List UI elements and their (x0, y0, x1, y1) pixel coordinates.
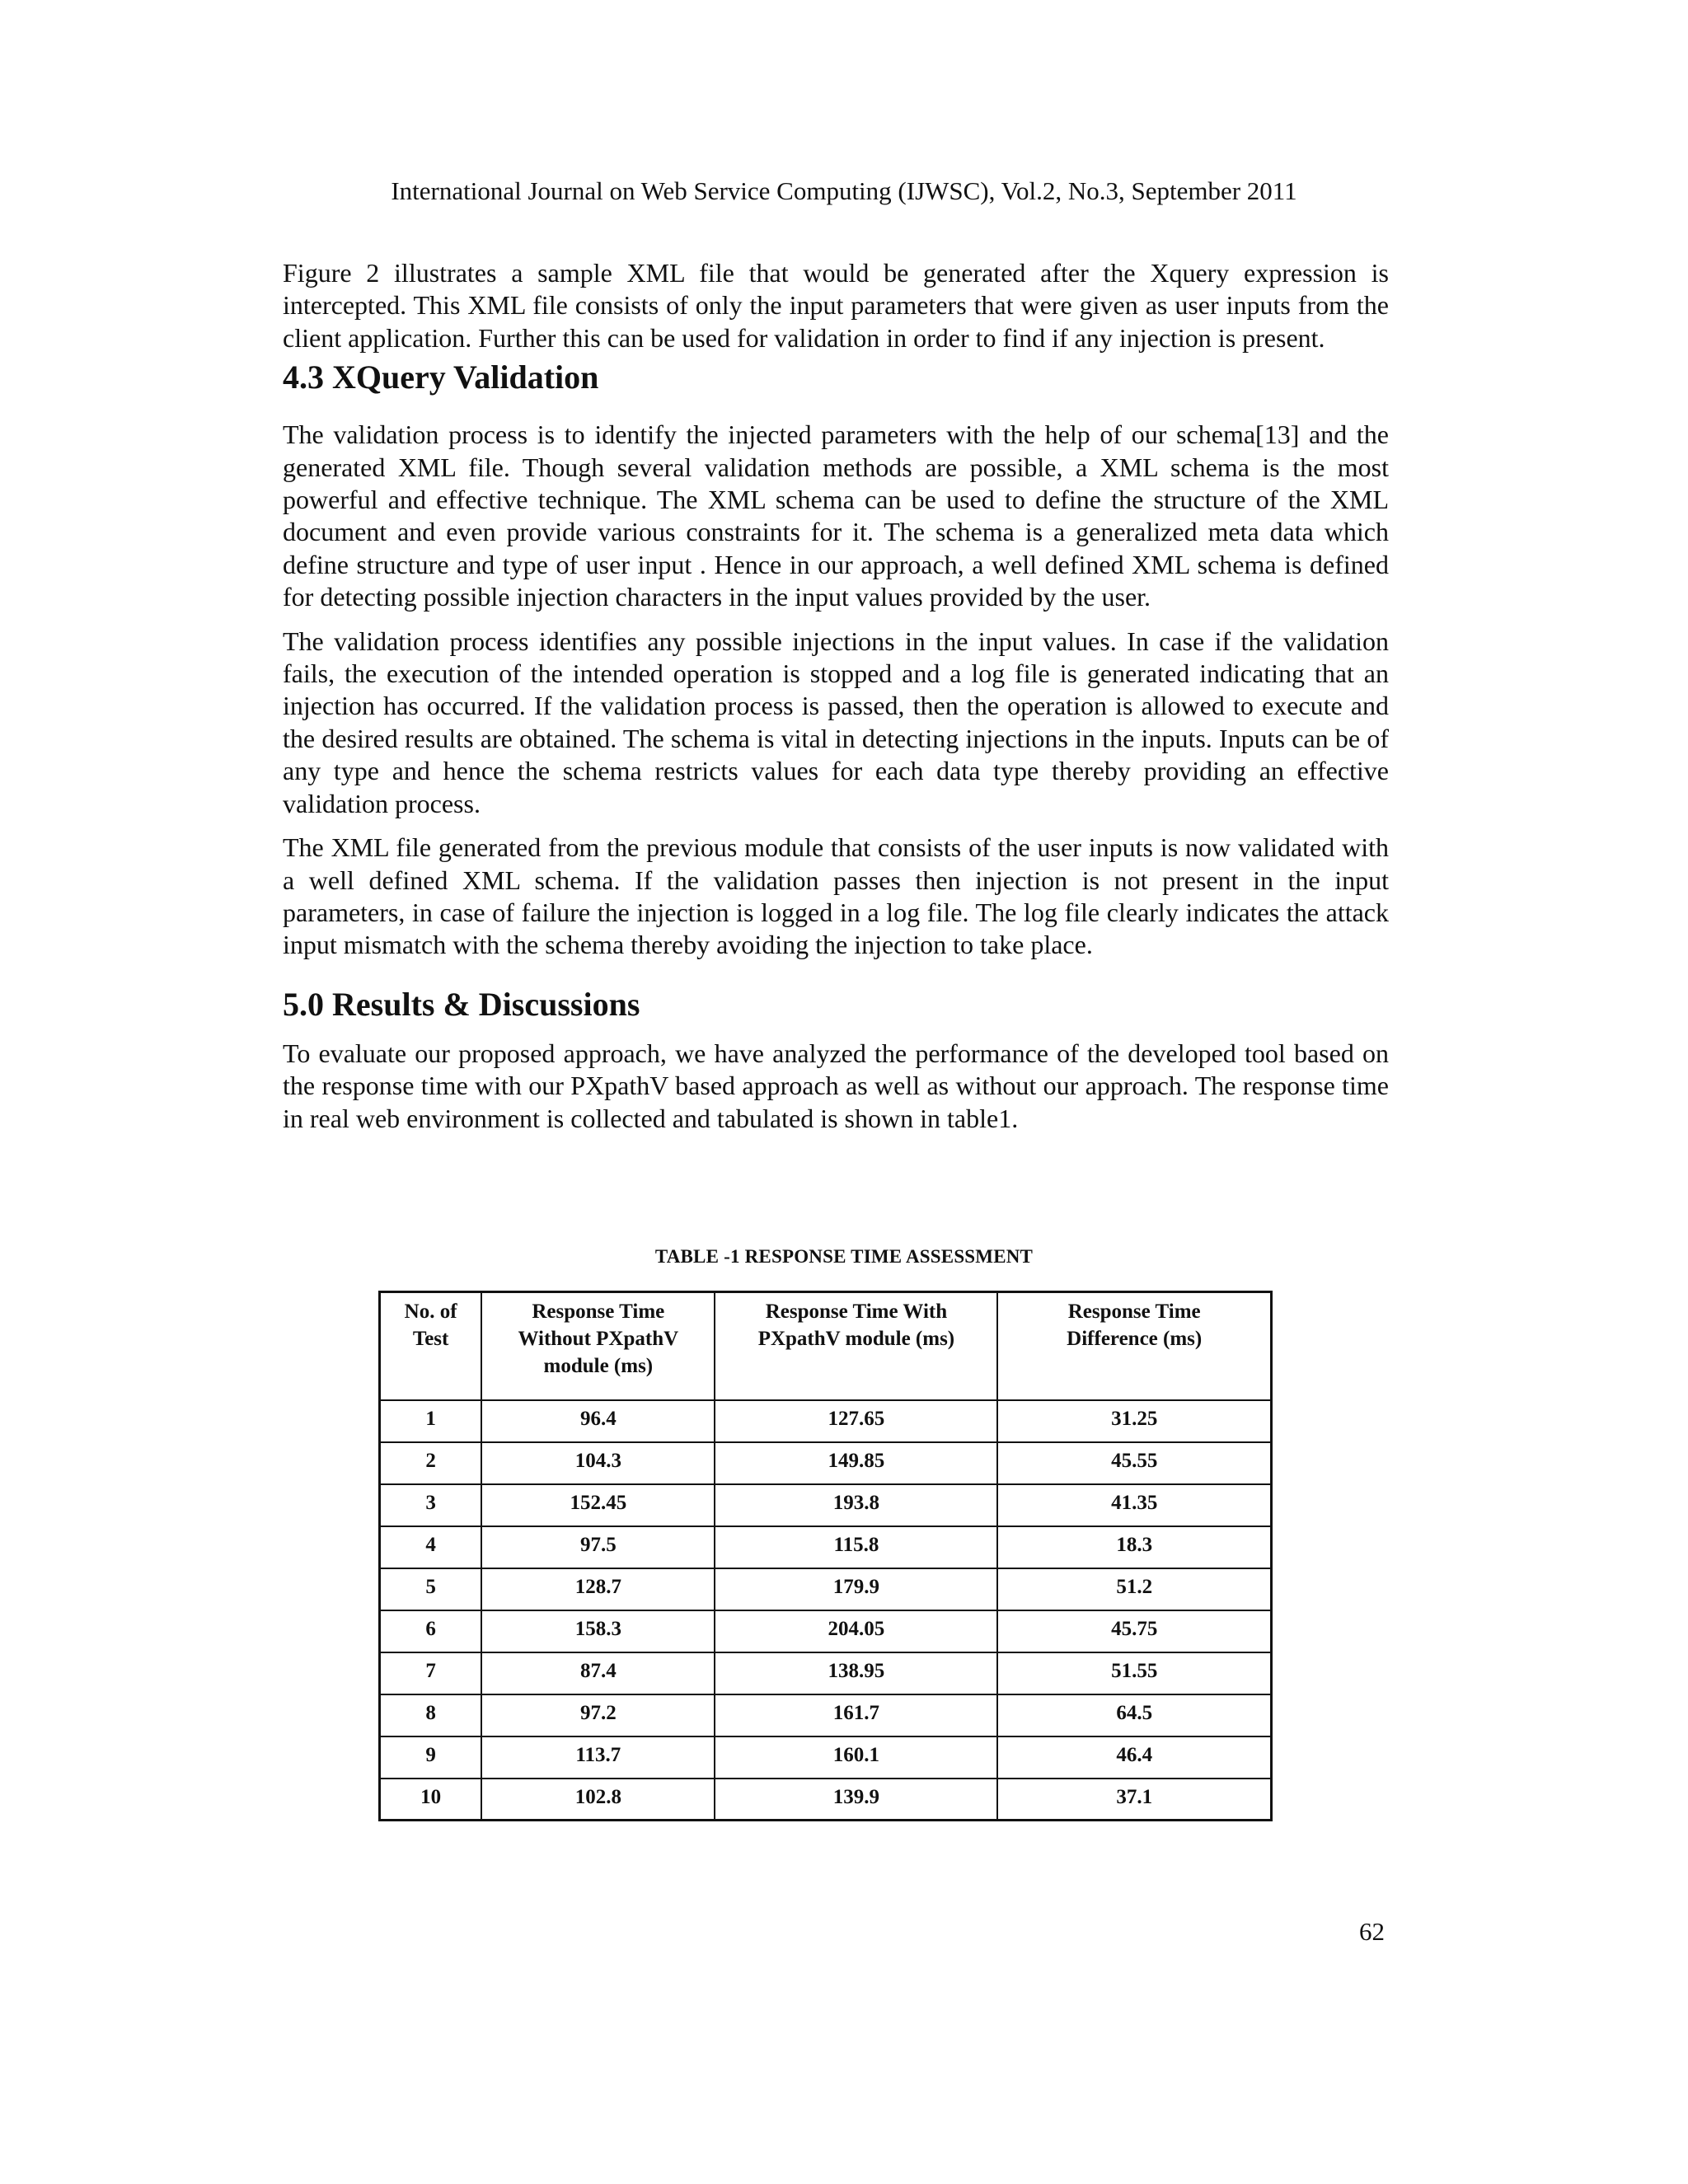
header-line: module (ms) (543, 1355, 654, 1377)
running-header: International Journal on Web Service Computing (IJWSC), Vol.2, No.3, September 2011 (391, 176, 1297, 205)
cell-without: 97.2 (481, 1694, 715, 1736)
cell-test-no: 5 (380, 1568, 482, 1610)
results-paragraph: To evaluate our proposed approach, we have analyzed the performance of the developed tool based on the response time with our PXpathV based approach as well as without our approach. The response time in real web environment is collected and tabulated is shown in table1. (283, 1038, 1389, 1133)
cell-without: 104.3 (481, 1442, 715, 1484)
cell-with: 127.65 (715, 1400, 997, 1442)
table-caption: TABLE -1 RESPONSE TIME ASSESSMENT (654, 1246, 1034, 1267)
header-difference (997, 1292, 1271, 1400)
section-heading-xquery-validation: 4.3 XQuery Validation (283, 359, 599, 396)
cell-with: 193.8 (715, 1484, 997, 1526)
header-with-pxpathv (715, 1292, 997, 1400)
section-heading-results: 5.0 Results & Discussions (283, 985, 640, 1023)
cell-without: 152.45 (481, 1484, 715, 1526)
header-line: Difference (ms) (1067, 1328, 1203, 1350)
cell-test-no: 7 (380, 1652, 482, 1694)
cell-with: 160.1 (715, 1736, 997, 1779)
cell-without: 113.7 (481, 1736, 715, 1779)
cell-test-no: 6 (380, 1610, 482, 1652)
validation-paragraph-3: The XML file generated from the previous module that consists of the user inputs is now validated with a well defined XML schema. If the validation passes then injection is not present in the input parameters, in case of failure the injection is logged in a log file. The log file clearly indicates the attack input mismatch with the schema thereby avoiding the injection to take place. (283, 832, 1389, 960)
cell-test-no: 3 (380, 1484, 482, 1526)
cell-with: 139.9 (715, 1779, 997, 1821)
header-line: Test (412, 1328, 449, 1350)
validation-paragraph-2: The validation process identifies any possible injections in the input values. In case if the validation fails, the execution of the intended operation is stopped and a log file is generated indicating that an injection has occurred. If the validation process is passed, then the operation is allowed to execute and the desired results are obtained. The schema is vital in detecting injections in the inputs. Inputs can be of any type and hence the schema restricts values for each data type thereby providing an effective validation process. (283, 626, 1389, 818)
cell-test-no: 2 (380, 1442, 482, 1484)
cell-without: 128.7 (481, 1568, 715, 1610)
cell-without: 102.8 (481, 1779, 715, 1821)
cell-difference: 51.55 (997, 1652, 1271, 1694)
header-line: Without PXpathV (518, 1328, 679, 1350)
header-without-pxpathv (481, 1292, 715, 1400)
header-line: Response Time (1067, 1301, 1201, 1323)
cell-without: 87.4 (481, 1652, 715, 1694)
header-line: Response Time With (765, 1301, 948, 1323)
intro-paragraph: Figure 2 illustrates a sample XML file that would be generated after the Xquery expression is intercepted. This XML file consists of only the input parameters that were given as user inputs from the client application. Further this can be used for validation in order to find if any injection is present. (283, 258, 1389, 353)
table-row (380, 1779, 1272, 1821)
cell-difference: 51.2 (997, 1568, 1271, 1610)
cell-with: 161.7 (715, 1694, 997, 1736)
table-row (380, 1694, 1272, 1736)
cell-with: 138.95 (715, 1652, 997, 1694)
cell-difference: 18.3 (997, 1526, 1271, 1568)
cell-with: 115.8 (715, 1526, 997, 1568)
table-row (380, 1526, 1272, 1568)
table-body (380, 1400, 1272, 1821)
header-line: PXpathV module (ms) (757, 1328, 955, 1350)
cell-test-no: 9 (380, 1736, 482, 1779)
table-row (380, 1652, 1272, 1694)
cell-with: 204.05 (715, 1610, 997, 1652)
cell-without: 158.3 (481, 1610, 715, 1652)
response-time-table (378, 1291, 1273, 1821)
table-row (380, 1400, 1272, 1442)
cell-difference: 31.25 (997, 1400, 1271, 1442)
cell-test-no: 10 (380, 1779, 482, 1821)
cell-difference: 45.75 (997, 1610, 1271, 1652)
cell-with: 149.85 (715, 1442, 997, 1484)
article-body (283, 257, 1389, 1135)
validation-paragraph-1: The validation process is to identify the injected parameters with the help of our schema[13] and the generated XML file. Though several validation methods are possible, a XML schema is the most powerful and effective technique. The XML schema can be used to define the structure of the XML document and even provide various constraints for it. The schema is a generalized meta data which define structure and type of user input . Hence in our approach, a well defined XML schema is defined for detecting possible injection characters in the input values provided by the user. (283, 419, 1389, 612)
table-row (380, 1736, 1272, 1779)
cell-test-no: 8 (380, 1694, 482, 1736)
cell-without: 96.4 (481, 1400, 715, 1442)
cell-test-no: 1 (380, 1400, 482, 1442)
cell-difference: 45.55 (997, 1442, 1271, 1484)
cell-difference: 64.5 (997, 1694, 1271, 1736)
cell-difference: 46.4 (997, 1736, 1271, 1779)
table-header-row (380, 1292, 1272, 1400)
table-row (380, 1442, 1272, 1484)
table-row (380, 1610, 1272, 1652)
cell-test-no: 4 (380, 1526, 482, 1568)
header-line: No. of (404, 1301, 457, 1323)
table-row (380, 1484, 1272, 1526)
cell-with: 179.9 (715, 1568, 997, 1610)
header-line: Response Time (532, 1301, 665, 1323)
cell-difference: 37.1 (997, 1779, 1271, 1821)
cell-without: 97.5 (481, 1526, 715, 1568)
page-number: 62 (1359, 1917, 1385, 1946)
table-row (380, 1568, 1272, 1610)
header-no-of-test (380, 1292, 482, 1400)
table-header (380, 1292, 1272, 1400)
cell-difference: 41.35 (997, 1484, 1271, 1526)
